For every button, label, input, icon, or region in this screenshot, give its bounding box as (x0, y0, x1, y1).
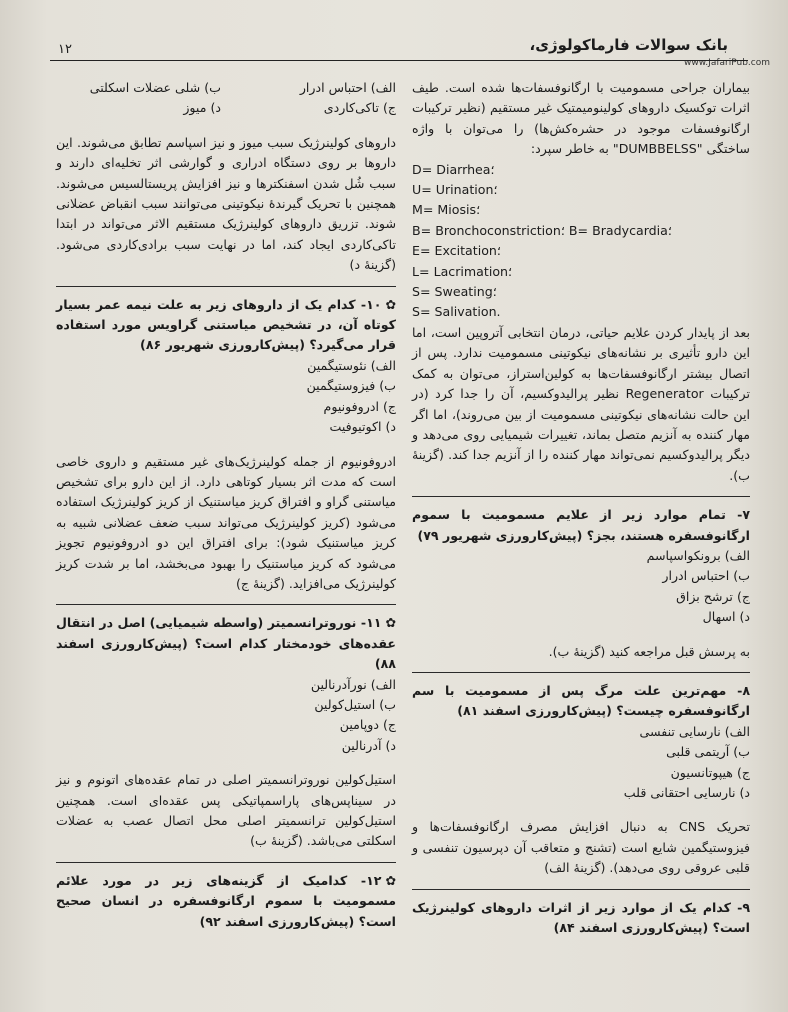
mnemonic-line: B= Bronchoconstriction؛ B= Bradycardia؛ (412, 222, 672, 238)
q9-option-b: ب) شلی عضلات اسکلتی (89, 80, 221, 95)
question-separator (56, 604, 396, 605)
watermark-url: www.JafariPub.com (684, 58, 770, 68)
left-column (56, 78, 396, 932)
star-icon: ✿ (385, 615, 396, 631)
mnemonic-line: D= Diarrhea؛ (412, 161, 495, 177)
q9-options (56, 78, 396, 119)
running-title: بانک سوالات فارماکولوژی، (529, 36, 728, 54)
q10-option-c: ج) ادروفونیوم (323, 398, 396, 414)
question-8: ۸- مهم‌ترین علت مرگ پس از مسمومیت با سم ارگانوفسفره چیست؟ (پیش‌کارورزی اسفند ۸۱) (412, 682, 750, 719)
q11-option-c: ج) دوپامین (339, 717, 396, 733)
q9-option-a: الف) احتباس ادرار (299, 80, 396, 95)
intro-paragraph: بیماران جراحی مسمومیت با ارگانوفسفات‌ها شده است. طیف اثرات توکسیک داروهای کولینومیمتیک غیر مستقیم (نظیر ترکیبات ارگانوفسفات موجود در حشره‌کش‌ها) را می‌توان با واژه ساختگی "DUMBBELSS" به خاطر سپرد: (412, 80, 750, 157)
question-separator (412, 889, 750, 890)
question-9: ۹- کدام یک از موارد زیر از اثرات داروهای کولینرژیک است؟ (پیش‌کارورزی اسفند ۸۴) (412, 899, 750, 936)
question-separator (56, 862, 396, 863)
right-column (412, 78, 750, 938)
q11-option-b: ب) استیل‌کولین (314, 696, 396, 712)
explanation-paragraph: بعد از پایدار کردن علایم حیاتی، درمان انتخابی آتروپین است، اما این دارو تأثیری بر نشانه‌های نیکوتینی مسمومیت ندارد. پس از اتصال بیشتر ارگانوفسفات‌ها به کولین‌استراز، می‌توان به کمک ترکیبات Regenerator نظیر پرالیدوکسیم، آن را جدا کرد (در این حالت نشانه‌های نیکوتینی مسمومیت از بین می‌روند)، اما اگر مهار کننده به آنزیم متصل بماند، تغییرات شیمیایی روی می‌دهد و دیگر پرالیدوکسیم نمی‌تواند مهار کننده را از آنزیم جدا کند. (گزینهٔ ب). (412, 324, 750, 483)
q10-answer: ادروفونیوم از جمله کولینرژیک‌های غیر مستقیم و داروی خاصی است که مدت اثر بسیار کوتاهی دارد. از این دارو برای تشخیص میاستنی گراو و افتراق کریز میاستنیک از کریز کولینرژیک استفاده می‌شود (کریز کولینرژیک می‌تواند سبب ضعف عضلانی شبیه به کریز میاستنیک شود): برای افتراق این دو ادروفونیوم تجویز می‌شود که کریز میاستنیک را بهبود می‌بخشد، اما بر شدت کریز کولینرژیک می‌افزاید. (گزینهٔ ج) (56, 453, 396, 591)
q11-answer: استیل‌کولین نوروترانسمیتر اصلی در تمام عقده‌های اتونوم و نیز در سیناپس‌های پاراسمپاتیکی پس عقده‌ای است. همچنین استیل‌کولین ترانسمیتر اصلی محل اتصال عصب به عضلات اسکلتی می‌باشد. (گزینهٔ ب) (56, 772, 396, 849)
question-12 (56, 871, 396, 932)
mnemonic-line: S= Sweating؛ (412, 284, 497, 300)
mnemonic-line: E= Excitation؛ (412, 243, 501, 259)
mnemonic-line: U= Urination؛ (412, 182, 498, 198)
q11-option-d: د) آدرنالین (341, 737, 396, 753)
q10-option-b: ب) فیزوستیگمین (306, 378, 396, 394)
q10-option-a: الف) نئوستیگمین (307, 357, 396, 373)
q10-option-d: د) اکوتیوفیت (329, 419, 396, 435)
star-icon: ✿ (385, 872, 396, 888)
q7-option-d: د) اسهال (702, 609, 750, 625)
header-rule (50, 60, 748, 61)
q7-option-b: ب) احتباس ادرار (662, 568, 750, 584)
question-10 (56, 295, 396, 356)
q9-option-d: د) میوز (183, 100, 221, 116)
question-7: ۷- تمام موارد زیر از علایم مسمومیت با سموم ارگانوفسفره هستند، بجز؟ (پیش‌کارورزی شهریور ۷۹) (412, 507, 750, 543)
page-header (0, 30, 788, 70)
mnemonic-line: S= Salivation. (412, 304, 501, 320)
q8-option-a: الف) نارسایی تنفسی (639, 723, 750, 739)
question-separator (56, 286, 396, 287)
q8-answer: تحریک CNS به دنبال افزایش مصرف ارگانوفسفات‌ها و فیزوستیگمین شایع است (تشنج و متعاقب آن دپرسیون تنفسی و قلبی عروقی روی می‌دهد). (گزینهٔ الف) (412, 819, 750, 876)
q11-option-a: الف) نورآدرنالین (310, 676, 396, 692)
question-11-text: ۱۱- نوروترانسمیتر (واسطه شیمیایی) اصل در انتقال عقده‌های خودمختار کدام است؟ (پیش‌کارورزی اسفند ۸۸) (56, 615, 396, 672)
q8-option-d: د) نارسایی احتقانی قلب (623, 785, 750, 800)
mnemonic-line: L= Lacrimation؛ (412, 263, 513, 279)
q8-option-c: ج) هیپوتانسیون (670, 764, 750, 780)
q9-answer: داروهای کولینرژیک سبب میوز و نیز اسپاسم تطابق می‌شوند. این داروها بر روی دستگاه ادراری و گوارشی اثر تخلیه‌ای دارند و سبب شُل شدن اسفنکترها و نیز افزایش پریستالسیس می‌شوند. همچنین با تحریک گیرندهٔ نیکوتینی می‌توانند سبب انقباض عضلانی شوند. تزریق داروهای کولینرژیک مستقیم الاثر می‌تواند در ابتدا تاکی‌کاردی ایجاد کند، اما در نهایت سبب برادی‌کاردی می‌شود. (گزینهٔ د) (56, 134, 396, 273)
question-separator (412, 672, 750, 673)
q8-option-b: ب) آریتمی قلبی (666, 744, 750, 760)
q7-option-c: ج) ترشح بزاق (676, 588, 750, 604)
page-number: ۱۲ (58, 42, 72, 57)
question-11 (56, 613, 396, 674)
q7-answer: به پرسش قبل مراجعه کنید (گزینهٔ ب). (548, 643, 750, 659)
q7-option-a: الف) برونکواسپاسم (646, 547, 750, 563)
question-separator (412, 496, 750, 497)
q9-option-c: ج) تاکی‌کاردی (323, 100, 396, 116)
mnemonic-line: M= Miosis؛ (412, 202, 481, 218)
question-10-text: ۱۰- کدام یک از داروهای زیر به علت نیمه عمر بسیار کوتاه آن، در تشخیص میاستنی گراویس مورد استفاده قرار می‌گیرد؟ (پیش‌کارورزی شهریور ۸۶) (56, 296, 396, 353)
star-icon: ✿ (385, 296, 396, 312)
question-12-text: ۱۲- کدامیک از گزینه‌های زیر در مورد علائم مسمومیت با سموم ارگانوفسفره در انسان صحیح است؟ (پیش‌کارورزی اسفند ۹۲) (56, 872, 396, 929)
